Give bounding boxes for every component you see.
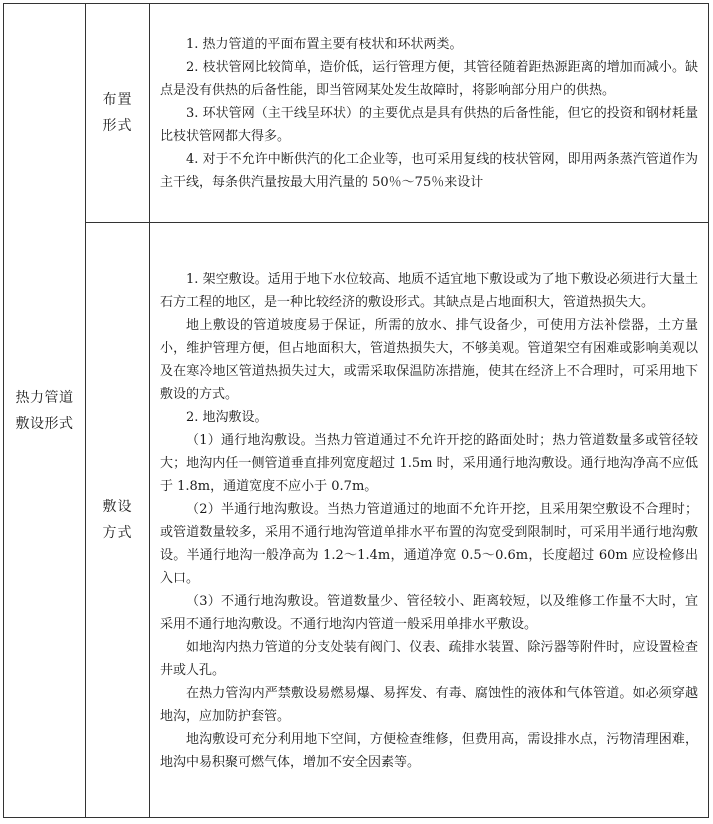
subcategory-label — [86, 87, 149, 139]
paragraph: 在热力管沟内严禁敷设易燃易爆、易挥发、有毒、腐蚀性的液体和气体管道。如必须穿越地沟，应加防护套管。 — [160, 685, 698, 724]
paragraph: 如地沟内热力管道的分支处装有阀门、仪表、疏排水装置、除污器等附件时，应设置检查井或人孔。 — [160, 639, 698, 678]
paragraph: 4. 对于不允许中断供汽的化工企业等，也可采用复线的枝状管网，即用两条蒸汽管道作为主干线，每条供汽量按最大用汽量的 50％～75％来设计 — [160, 152, 698, 190]
paragraph: 2. 枝状管网比较简单，造价低，运行管理方便，其管径随着距热源距离的增加而减小。缺点是没有供热的后备性能，即当管网某处发生故障时，将影响部分用户的供热。 — [160, 60, 698, 98]
paragraph: （2）半通行地沟敷设。当热力管道通过的地面不允许开挖，且采用架空敷设不合理时；或管道数量较多，采用不通行地沟管道单排水平布置的沟宽受到限制时，可采用半通行地沟敷设。半通行地沟一般净高为 1.2～1.4m，通道净宽 0.5～0.6m，长度超过 60m 应设检修出入口。 — [160, 501, 698, 586]
subcategory-label-line1: 布置 — [102, 92, 133, 108]
paragraph: 1. 热力管道的平面布置主要有枝状和环状两类。 — [186, 37, 463, 52]
paragraph: 3. 环状管网（主干线呈环状）的主要优点是具有供热的后备性能，但它的投资和钢材耗量比枝状管网都大得多。 — [160, 106, 698, 144]
paragraph: （3）不通行地沟敷设。管道数量少、管径较小、距离较短，以及维修工作量不大时，宜采用不通行地沟敷设。不通行地沟内管道一般采用单排水平敷设。 — [160, 593, 698, 632]
paragraph: 1. 架空敷设。适用于地下水位较高、地质不适宜地下敷设或为了地下敷设必须进行大量土石方工程的地区，是一种比较经济的敷设形式。其缺点是占地面积大，管道热损失大。 — [160, 271, 698, 310]
content-cell-layout — [150, 4, 709, 223]
table-row — [4, 223, 709, 818]
subcategory-label-line2: 方式 — [102, 525, 133, 541]
category-cell — [4, 4, 86, 818]
subcategory-label — [86, 494, 149, 546]
subcategory-label-line1: 敷设 — [102, 499, 133, 515]
content-cell-laying — [150, 223, 709, 818]
subcategory-cell-laying — [86, 223, 150, 818]
paragraph: 2. 地沟敷设。 — [186, 409, 268, 425]
category-label-line2: 敷设形式 — [15, 415, 74, 432]
category-label — [4, 385, 85, 437]
content-text — [150, 265, 708, 776]
content-text — [150, 30, 708, 196]
category-label-line1: 热力管道 — [15, 389, 74, 406]
subcategory-label-line2: 形式 — [102, 118, 133, 134]
paragraph: （1）通行地沟敷设。当热力管道通过不允许开挖的路面处时；热力管道数量多或管径较大；地沟内任一侧管道垂直排列宽度超过 1.5m 时，采用通行地沟敷设。通行地沟净高不应低于 1.8m，通道宽度不应小于 0.7m。 — [160, 432, 698, 494]
paragraph: 地上敷设的管道坡度易于保证，所需的放水、排气设备少，可使用方法补偿器，土方量小，维护管理方便，但占地面积大，管道热损失大，不够美观。管道架空有困难或影响美观以及在寒冷地区管道热损失过大，或需采取保温防冻措施，使其在经济上不合理时，可采用地下敷设的方式。 — [160, 317, 698, 402]
table-row — [4, 4, 709, 223]
spec-table — [3, 3, 709, 818]
subcategory-cell-layout — [86, 4, 150, 223]
paragraph: 地沟敷设可充分利用地下空间，方便检查维修，但费用高，需设排水点，污物清理困难，地沟中易积聚可燃气体，增加不安全因素等。 — [160, 731, 698, 770]
